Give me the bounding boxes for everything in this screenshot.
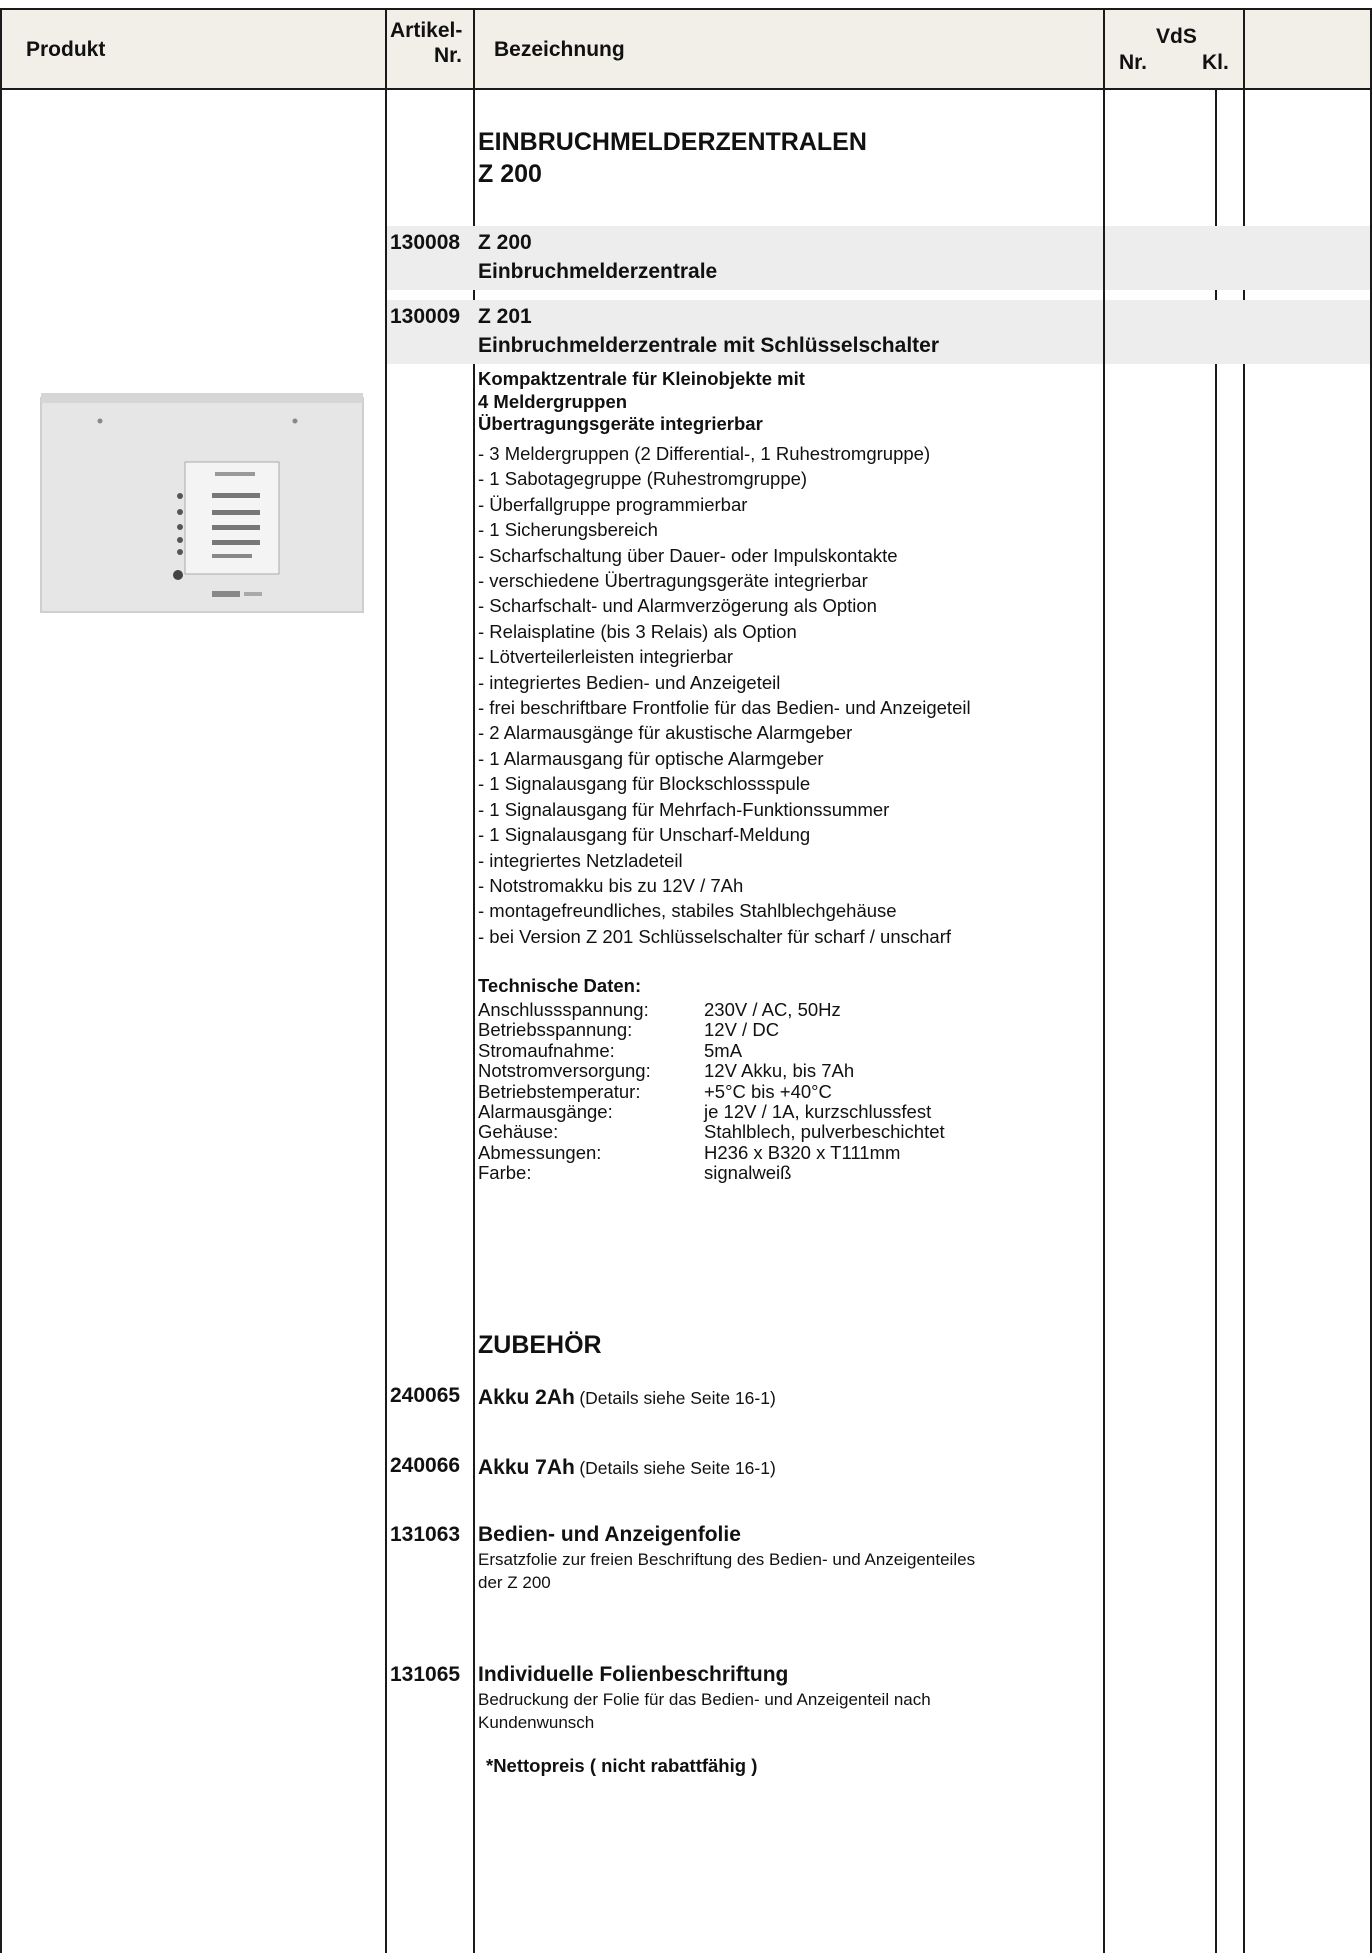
feature-item: - Überfallgruppe programmierbar — [478, 493, 748, 515]
feature-item: - 3 Meldergruppen (2 Differential-, 1 Ruhestromgruppe) — [478, 443, 931, 464]
tech-row — [478, 1000, 945, 1020]
tech-value: 230V / AC, 50Hz — [704, 999, 841, 1020]
accessory-name: Akku 7Ah — [478, 1456, 575, 1479]
tech-label: Farbe: — [478, 1162, 532, 1184]
tech-label: Anschlussspannung: — [478, 999, 649, 1020]
tech-value: Stahlblech, pulverbeschichtet — [704, 1121, 945, 1143]
header-produkt: Produkt — [26, 38, 106, 61]
table-left-border — [0, 8, 2, 1953]
tech-row — [478, 1143, 945, 1163]
accessory-artnr: 131065 — [390, 1663, 461, 1686]
tech-value: signalweiß — [704, 1162, 792, 1184]
col-divider-vds-nr — [1215, 88, 1217, 1953]
tech-value: +5°C bis +40°C — [704, 1080, 832, 1102]
header-bezeichnung: Bezeichnung — [494, 38, 625, 61]
accessory-desc: Bedruckung der Folie für das Bedien- und Anzeigenteil nach — [478, 1690, 931, 1709]
tech-row — [478, 1102, 945, 1122]
accessory-detail: (Details siehe Seite 16-1) — [579, 1458, 776, 1478]
feature-item: - montagefreundliches, stabiles Stahlblechgehäuse — [478, 900, 897, 922]
tech-table — [478, 1000, 945, 1184]
tech-label: Abmessungen: — [478, 1141, 602, 1163]
header-vds-nr: Nr. — [1119, 51, 1148, 74]
table-top-border — [0, 8, 1372, 10]
tech-row — [478, 1020, 945, 1040]
tech-value: 5mA — [704, 1039, 743, 1061]
feature-item: - integriertes Netzladeteil — [478, 849, 683, 871]
item-desc: Einbruchmelderzentrale mit Schlüsselschalter — [478, 334, 939, 357]
feature-item: - 1 Sicherungsbereich — [478, 519, 658, 541]
feature-item: - integriertes Bedien- und Anzeigeteil — [478, 671, 781, 693]
accessory-name: Akku 2Ah — [478, 1386, 575, 1409]
tech-label: Betriebstemperatur: — [478, 1080, 641, 1102]
feature-item: - 1 Alarmausgang für optische Alarmgeber — [478, 747, 824, 769]
feature-item: - Lötverteilerleisten integrierbar — [478, 646, 734, 668]
tech-row — [478, 1061, 945, 1081]
accessory-name: Individuelle Folienbeschriftung — [478, 1663, 789, 1686]
accessory-artnr: 240066 — [390, 1454, 461, 1477]
item-name: Z 200 — [478, 231, 532, 254]
section-title-line2: Z 200 — [478, 160, 542, 188]
feature-item: - Scharfschaltung über Dauer- oder Impulskontakte — [478, 544, 898, 566]
feature-item: - 1 Signalausgang für Unscharf-Meldung — [478, 824, 811, 846]
accessory-desc: Kundenwunsch — [478, 1713, 595, 1732]
accessory-name: Bedien- und Anzeigenfolie — [478, 1523, 741, 1546]
tech-value: H236 x B320 x T111mm — [704, 1141, 901, 1163]
item-band — [1105, 226, 1370, 290]
tech-label: Gehäuse: — [478, 1121, 559, 1143]
feature-item: - 1 Signalausgang für Mehrfach-Funktionssummer — [478, 798, 890, 820]
feature-list — [478, 441, 971, 949]
header-vds-kl: Kl. — [1202, 51, 1229, 74]
tech-value: je 12V / 1A, kurzschlussfest — [704, 1101, 932, 1123]
header-bottom-border — [0, 88, 1372, 90]
tech-label: Betriebsspannung: — [478, 1019, 633, 1041]
feature-item: - verschiedene Übertragungsgeräte integrierbar — [478, 570, 868, 592]
section-title-line1: EINBRUCHMELDERZENTRALEN — [478, 128, 867, 156]
product-image — [40, 392, 365, 614]
accessory-detail: (Details siehe Seite 16-1) — [579, 1388, 776, 1408]
item-artnr: 130009 — [390, 305, 461, 328]
price-note: *Nettopreis ( nicht rabattfähig ) — [486, 1755, 758, 1776]
tech-row — [478, 1163, 945, 1183]
header-vds: VdS — [1156, 25, 1197, 48]
tech-label: Alarmausgänge: — [478, 1101, 613, 1123]
accessories-title: ZUBEHÖR — [478, 1331, 602, 1359]
tech-row — [478, 1122, 945, 1142]
item-desc: Einbruchmelderzentrale — [478, 260, 718, 283]
feature-item: - Relaisplatine (bis 3 Relais) als Option — [478, 620, 797, 642]
tech-value: 12V Akku, bis 7Ah — [704, 1060, 855, 1082]
header-artikel-line2: Nr. — [434, 44, 463, 67]
accessory-artnr: 131063 — [390, 1523, 461, 1546]
item-name: Z 201 — [478, 305, 532, 328]
tech-row — [478, 1082, 945, 1102]
tech-label: Stromaufnahme: — [478, 1039, 615, 1061]
tech-row — [478, 1041, 945, 1061]
accessory-desc: Ersatzfolie zur freien Beschriftung des Bedien- und Anzeigenteiles — [478, 1550, 976, 1569]
feature-item: - 1 Signalausgang für Blockschlossspule — [478, 773, 811, 795]
feature-item: - Scharfschalt- und Alarmverzögerung als Option — [478, 595, 877, 617]
item-artnr: 130008 — [390, 231, 461, 254]
intro-line: 4 Meldergruppen — [478, 390, 628, 412]
feature-item: - Notstromakku bis zu 12V / 7Ah — [478, 874, 744, 896]
tech-value: 12V / DC — [704, 1019, 780, 1041]
intro-line: Übertragungsgeräte integrierbar — [478, 413, 763, 434]
accessory-artnr: 240065 — [390, 1384, 461, 1407]
tech-title: Technische Daten: — [478, 975, 642, 996]
feature-item: - frei beschriftbare Frontfolie für das Bedien- und Anzeigeteil — [478, 697, 971, 719]
intro-line: Kompaktzentrale für Kleinobjekte mit — [478, 368, 805, 389]
accessory-entry — [478, 1384, 776, 1411]
tech-label: Notstromversorgung: — [478, 1060, 651, 1082]
accessory-entry — [478, 1454, 776, 1481]
header-artikel-line1: Artikel- — [390, 19, 463, 42]
accessory-desc: der Z 200 — [478, 1573, 551, 1592]
feature-item: - 2 Alarmausgänge für akustische Alarmgeber — [478, 722, 853, 744]
feature-item: - bei Version Z 201 Schlüsselschalter für scharf / unscharf — [478, 925, 951, 947]
item-band — [1105, 300, 1370, 364]
feature-item: - 1 Sabotagegruppe (Ruhestromgruppe) — [478, 468, 808, 490]
intro-block — [478, 368, 805, 436]
